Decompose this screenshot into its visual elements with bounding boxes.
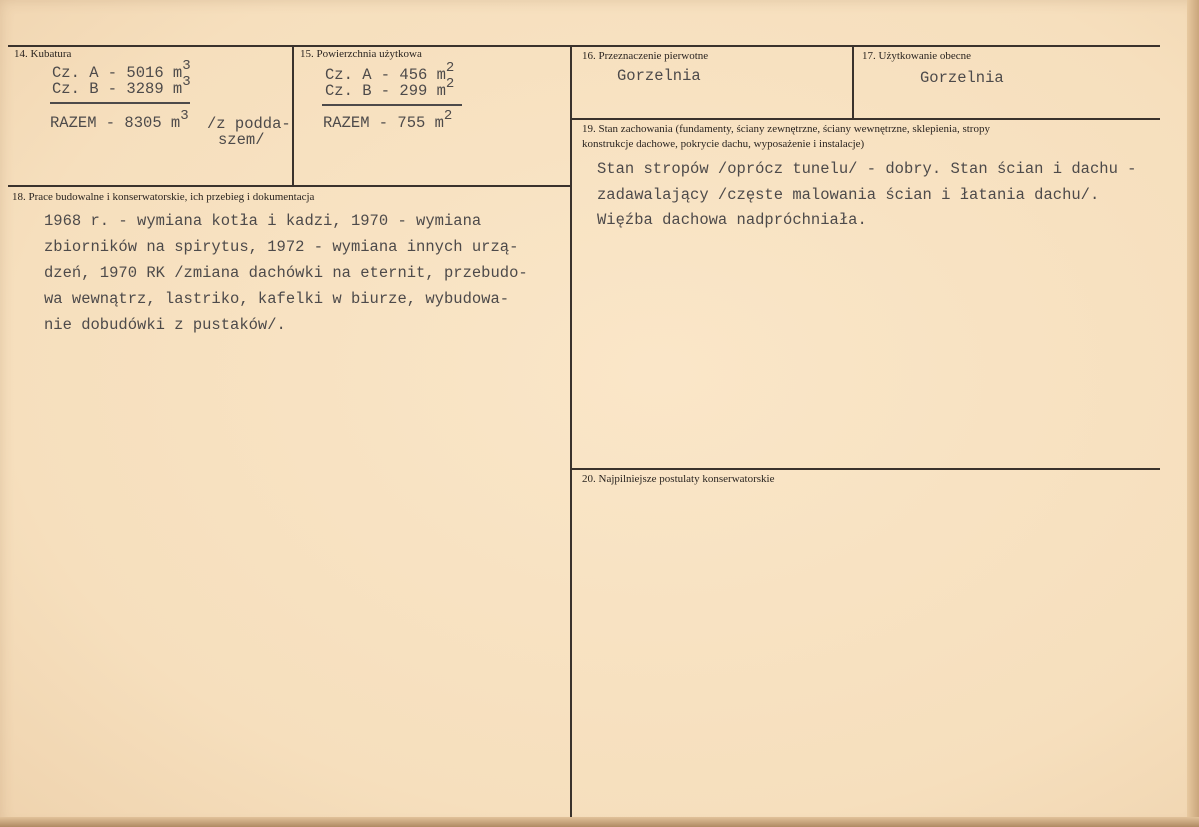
powierzchnia-sum-rule — [322, 104, 462, 106]
stan-line-3: Więźba dachowa nadpróchniała. — [597, 211, 867, 229]
kubatura-label: 14. Kubatura — [14, 48, 72, 60]
card-edge-right — [1187, 0, 1199, 827]
prace-line-2: zbiorników na spirytus, 1972 - wymiana innych urzą- — [44, 238, 519, 256]
kubatura-note-2: szem/ — [218, 131, 265, 149]
uzytkowanie-value: Gorzelnia — [920, 69, 1004, 87]
kubatura-line-a-text: Cz. A - 5016 m — [52, 64, 183, 82]
kubatura-line-b-unit: 3 — [182, 74, 191, 90]
postulaty-label: 20. Najpilniejsze postulaty konserwatorskie — [582, 473, 775, 485]
kubatura-total — [50, 108, 189, 133]
przeznaczenie-label: 16. Przeznaczenie pierwotne — [582, 50, 709, 62]
powierzchnia-total-unit: 2 — [443, 108, 453, 124]
kubatura-note-1: /z podda- — [207, 115, 291, 133]
main-vertical-divider — [570, 46, 572, 822]
prace-label: 18. Prace budowalne i konserwatorskie, ich przebieg i dokumentacja — [12, 191, 315, 203]
uzytkowanie-label: 17. Użytkowanie obecne — [862, 50, 972, 62]
kubatura-total-text: RAZEM - 8305 m — [50, 114, 181, 132]
divider-16-17 — [852, 46, 854, 118]
powierzchnia-line-b-text: Cz. B - 299 m — [325, 82, 446, 100]
stan-label-line-2: konstrukcje dachowe, pokrycie dachu, wyposażenie i instalacje) — [582, 138, 865, 150]
divider-19-20 — [572, 468, 1160, 470]
kubatura-line-b-text: Cz. B - 3289 m — [52, 80, 183, 98]
divider-14-18 — [8, 185, 571, 187]
divider-16-19 — [572, 118, 1160, 120]
powierzchnia-line-b — [325, 76, 455, 101]
stan-label-line-1: 19. Stan zachowania (fundamenty, ściany zewnętrzne, ściany wewnętrzne, sklepienia, stropy — [582, 123, 990, 135]
powierzchnia-line-a-text: Cz. A - 456 m — [325, 66, 446, 84]
kubatura-total-unit: 3 — [180, 108, 189, 124]
powierzchnia-total — [323, 108, 453, 133]
powierzchnia-line-a-unit: 2 — [445, 60, 455, 76]
kubatura-line-b — [52, 74, 191, 99]
powierzchnia-label: 15. Powierzchnia użytkowa — [300, 48, 422, 60]
stan-line-2: zadawalający /częste malowania ścian i łatania dachu/. — [597, 186, 1100, 204]
prace-line-1: 1968 r. - wymiana kotła i kadzi, 1970 - wymiana — [44, 212, 482, 230]
divider-14-15 — [292, 46, 294, 186]
stan-line-1: Stan stropów /oprócz tunelu/ - dobry. Stan ścian i dachu - — [597, 160, 1137, 178]
kubatura-line-a-unit: 3 — [182, 58, 191, 74]
kubatura-sum-rule — [50, 102, 190, 104]
prace-line-5: nie dobudówki z pustaków/. — [44, 316, 286, 334]
przeznaczenie-value: Gorzelnia — [617, 67, 701, 85]
powierzchnia-line-b-unit: 2 — [445, 76, 455, 92]
top-border — [8, 45, 1160, 47]
prace-line-4: wa wewnątrz, lastriko, kafelki w biurze, wybudowa- — [44, 290, 510, 308]
powierzchnia-total-text: RAZEM - 755 m — [323, 114, 444, 132]
prace-line-3: dzeń, 1970 RK /zmiana dachówki na eternit, przebudo- — [44, 264, 528, 282]
card-edge-bottom — [0, 817, 1199, 827]
